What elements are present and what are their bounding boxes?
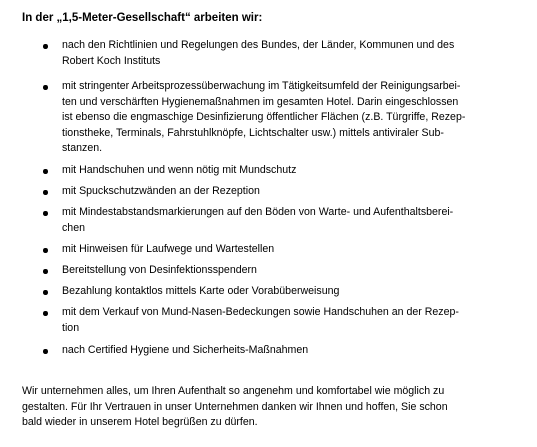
bullet-icon [43,290,48,295]
list-item [45,284,515,300]
list-item [45,205,515,236]
list-item [45,343,515,359]
list-item [45,263,515,279]
bullet-icon [43,349,48,354]
list-item [45,38,515,69]
list-item [45,79,515,157]
bullet-icon [43,169,48,174]
bullet-icon [43,211,48,216]
list-item-text: mit Hinweisen für Laufwege und Wartestellen [62,243,275,255]
list-item-text: nach den Richtlinien und Regelungen des Bundes, der Länder, Kommunen und des Robert Koch Instituts [62,39,455,67]
list-item [45,305,515,336]
list-item-text: mit dem Verkauf von Mund-Nasen-Bedeckungen sowie Handschuhen an der Rezep- tion [62,306,459,334]
bullet-icon [43,311,48,316]
closing-paragraph: Wir unternehmen alles, um Ihren Aufenthalt so angenehm und komfortabel wie möglich zu gestalten. Für Ihr Vertrauen in unser Unternehmen danken wir Ihnen und hoffen, Sie schon bald wieder in unserem Hotel begrüßen zu dürfen. [22,385,448,428]
list-item-text: mit Mindestabstandsmarkierungen auf den Böden von Warte- und Aufenthaltsberei- chen [62,206,454,234]
list-item-text: mit stringenter Arbeitsprozessüberwachung im Tätigkeitsumfeld der Reinigungsarbei- ten und verschärften Hygienemaßnahmen im gesamten Hotel. Darin eingeschlossen ist ebenso die engmaschige Desinfizierung öffentlicher Flächen (z.B. Türgriffe, Rezep- tionstheke, Terminals, Fahrstuhlknöpfe, Lichtschalter usw.) mittels antiviraler Sub- stanzen. [62,80,466,154]
document-heading: In der „1,5-Meter-Gesellschaft“ arbeiten wir: [22,12,263,24]
list-item [45,184,515,200]
list-item [45,242,515,258]
bullet-icon [43,44,48,49]
list-item-text: mit Spuckschutzwänden an der Rezeption [62,185,260,197]
list-item [45,163,515,179]
list-item-text: mit Handschuhen und wenn nötig mit Mundschutz [62,164,297,176]
bullet-icon [43,85,48,90]
list-item-text: Bezahlung kontaktlos mittels Karte oder Vorabüberweisung [62,285,340,297]
bullet-icon [43,190,48,195]
list-item-text: nach Certified Hygiene und Sicherheits-Maßnahmen [62,344,309,356]
bullet-icon [43,269,48,274]
list-item-text: Bereitstellung von Desinfektionsspendern [62,264,257,276]
bullet-icon [43,248,48,253]
